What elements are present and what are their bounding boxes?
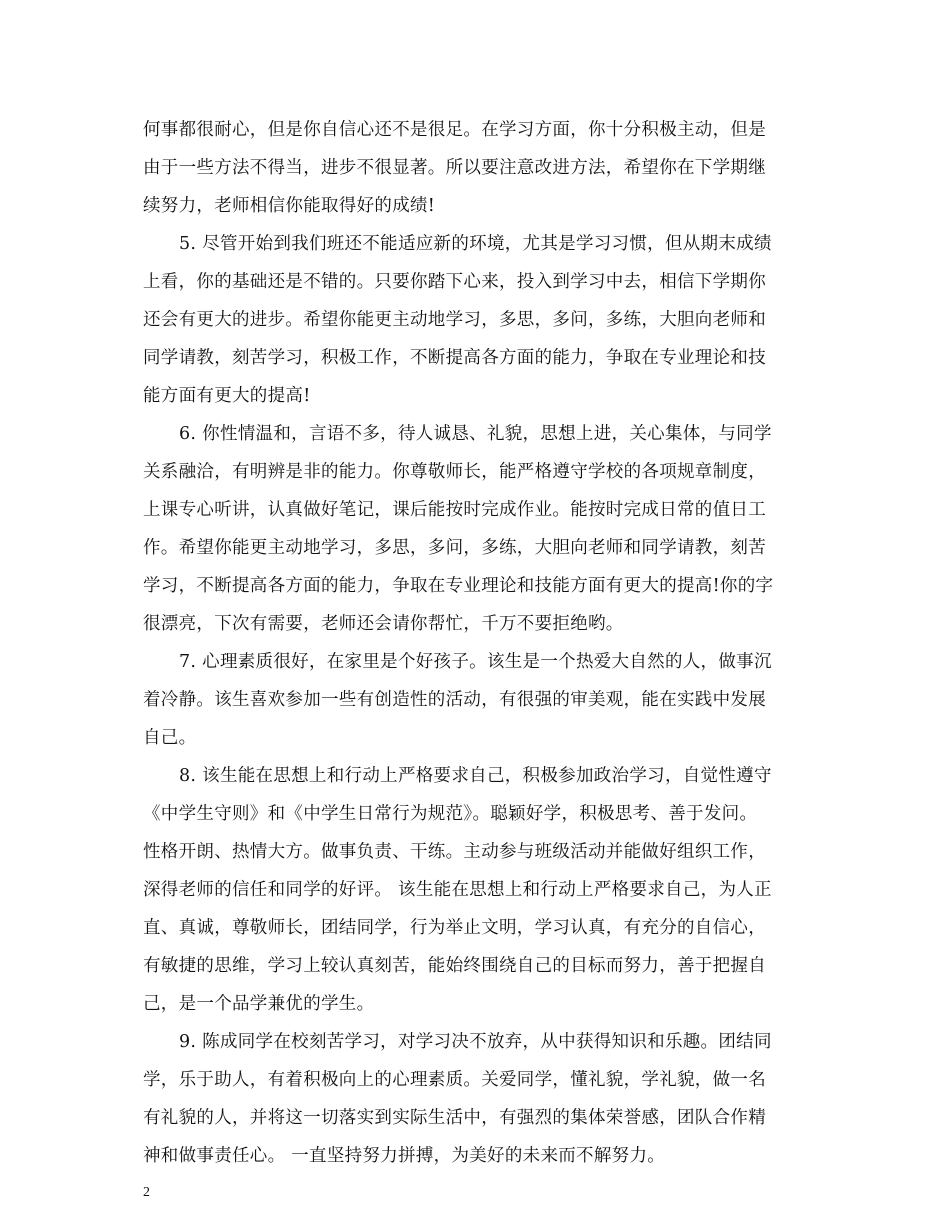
text-line: 8. 该生能在思想上和行动上严格要求自己，积极参加政治学习，自觉性遵守 (179, 766, 772, 786)
text-line: 上看，你的基础还是不错的。只要你踏下心来，投入到学习中去，相信下学期你 (143, 272, 766, 292)
text-line: 己，是一个品学兼优的学生。 (143, 994, 375, 1014)
text-line: 7. 心理素质很好，在家里是个好孩子。该生是一个热爱大自然的人，做事沉 (179, 652, 772, 672)
text-line: 性格开朗、热情大方。做事负责、干练。主动参与班级活动并能做好组织工作， (143, 842, 766, 862)
text-line: 由于一些方法不得当，进步不很显著。所以要注意改进方法，希望你在下学期继 (143, 158, 766, 178)
text-line: 作。希望你能更主动地学习，多思，多问，多练，大胆向老师和同学请教，刻苦 (143, 538, 766, 558)
text-line: 《中学生守则》和《中学生日常行为规范》。聪颖好学，积极思考、善于发问。 (143, 804, 758, 824)
text-line: 续努力，老师相信你能取得好的成绩! (143, 196, 436, 216)
text-line: 关系融洽，有明辨是非的能力。你尊敬师长，能严格遵守学校的各项规章制度， (143, 462, 766, 482)
text-line: 有礼貌的人，并将这一切落实到实际生活中，有强烈的集体荣誉感，团队合作精 (143, 1108, 766, 1128)
text-line: 5. 尽管开始到我们班还不能适应新的环境，尤其是学习习惯，但从期末成绩 (179, 234, 772, 254)
text-line: 很漂亮，下次有需要，老师还会请你帮忙，千万不要拒绝哟。 (143, 614, 624, 634)
text-line: 自己。 (143, 728, 197, 748)
text-line: 神和做事责任心。 一直坚持努力拼搏，为美好的未来而不解努力。 (143, 1146, 666, 1166)
text-line: 上课专心听讲，认真做好笔记，课后能按时完成作业。能按时完成日常的值日工 (143, 500, 766, 520)
text-line: 学，乐于助人，有着积极向上的心理素质。关爱同学，懂礼貌，学礼貌，做一名 (143, 1070, 766, 1090)
page-number: 2 (143, 1185, 150, 1200)
text-line: 6. 你性情温和，言语不多，待人诚恳、礼貌，思想上进，关心集体，与同学 (179, 424, 772, 444)
text-line: 学习，不断提高各方面的能力，争取在专业理论和技能方面有更大的提高!你的字 (143, 576, 774, 596)
text-line: 何事都很耐心，但是你自信心还不是很足。在学习方面，你十分积极主动，但是 (143, 120, 766, 140)
text-line: 能方面有更大的提高! (143, 386, 311, 406)
text-line: 还会有更大的进步。希望你能更主动地学习，多思，多问，多练，大胆向老师和 (143, 310, 766, 330)
text-line: 着冷静。该生喜欢参加一些有创造性的活动，有很强的审美观，能在实践中发展 (143, 690, 766, 710)
text-line: 9. 陈成同学在校刻苦学习，对学习决不放弃，从中获得知识和乐趣。团结同 (179, 1032, 772, 1052)
text-line: 深得老师的信任和同学的好评。 该生能在思想上和行动上严格要求自己，为人正 (143, 880, 772, 900)
text-line: 直、真诚，尊敬师长，团结同学，行为举止文明，学习认真，有充分的自信心， (143, 918, 766, 938)
text-line: 同学请教，刻苦学习，积极工作，不断提高各方面的能力，争取在专业理论和技 (143, 348, 766, 368)
text-line: 有敏捷的思维，学习上较认真刻苦，能始终围绕自己的目标而努力，善于把握自 (143, 956, 766, 976)
